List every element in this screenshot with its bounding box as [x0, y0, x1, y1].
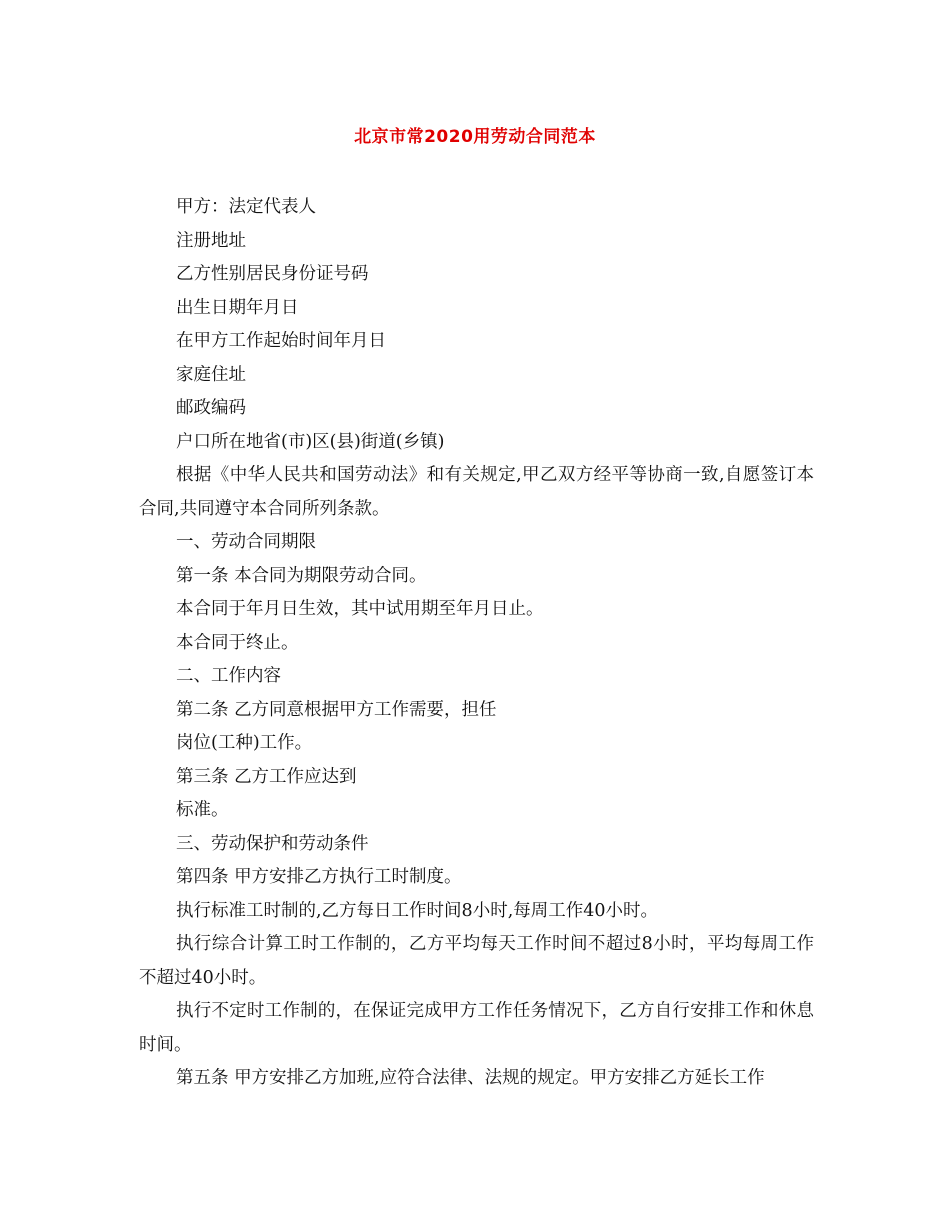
paragraph: 出生日期年月日: [176, 297, 299, 318]
paragraph: 第一条 本合同为期限劳动合同。: [176, 565, 427, 586]
paragraph: 第三条 乙方工作应达到: [176, 766, 357, 787]
paragraph: 根据《中华人民共和国劳动法》和有关规定,甲乙双方经平等协商一致,自愿签订本合同,共同遵守本合同所列条款。: [139, 465, 814, 519]
paragraph: 第二条 乙方同意根据甲方工作需要，担任: [176, 699, 497, 720]
paragraph: 甲方：法定代表人: [176, 197, 316, 217]
section-heading: 二、工作内容: [176, 666, 281, 686]
paragraph: 乙方性别居民身份证号码: [176, 264, 369, 284]
document-body: [139, 191, 814, 1096]
paragraph: 家庭住址: [176, 364, 246, 385]
paragraph: 执行不定时工作制的，在保证完成甲方工作任务情况下，乙方自行安排工作和休息时间。: [139, 1001, 814, 1055]
paragraph: 本合同于年月日生效，其中试用期至年月日止。: [176, 599, 544, 619]
paragraph: 第四条 甲方安排乙方执行工时制度。: [176, 867, 462, 887]
document-title: 北京市常2020用劳动合同范本: [354, 127, 596, 147]
section-heading: 三、劳动保护和劳动条件: [176, 833, 369, 854]
paragraph: 第五条 甲方安排乙方加班,应符合法律、法规的规定。甲方安排乙方延长工作: [176, 1068, 765, 1088]
paragraph: 标准。: [176, 800, 229, 820]
paragraph: 岗位(工种)工作。: [176, 733, 313, 753]
paragraph: 本合同于终止。: [176, 632, 299, 653]
paragraph: 邮政编码: [176, 398, 246, 418]
paragraph: 执行标准工时制的,乙方每日工作时间8小时,每周工作40小时。: [176, 900, 659, 921]
paragraph: 在甲方工作起始时间年月日: [176, 331, 386, 351]
paragraph: 执行综合计算工时工作制的，乙方平均每天工作时间不超过8小时，平均每周工作不超过40小时。: [139, 934, 814, 988]
paragraph: 注册地址: [176, 230, 246, 251]
paragraph: 户口所在地省(市)区(县)街道(乡镇): [176, 431, 445, 452]
section-heading: 一、劳动合同期限: [176, 532, 316, 552]
